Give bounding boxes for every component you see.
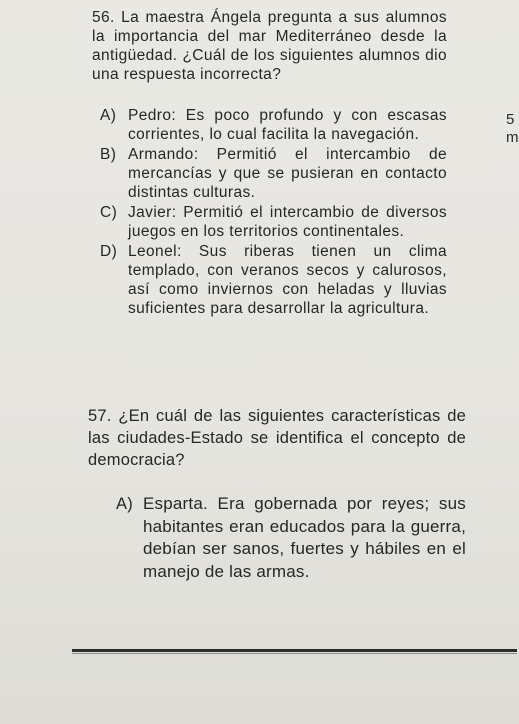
question-56-option-b: [92, 145, 447, 202]
question-56-option-c: [92, 203, 447, 241]
option-letter: B): [100, 146, 117, 163]
option-text: Javier: Permitió el intercambio de diversos juegos en los territorios continentales.: [128, 204, 447, 240]
question-57-stem: 57. ¿En cuál de las siguientes características de las ciudades-Estado se identifica el concepto de democracia?: [88, 407, 466, 469]
question-56: [92, 8, 447, 319]
divider-line-shadow: [72, 653, 517, 654]
option-text: Armando: Permitió el intercambio de mercancías y que se pusieran en contacto distintas culturas.: [128, 146, 447, 201]
question-57: [88, 405, 466, 584]
option-letter: C): [100, 204, 118, 221]
option-letter: A): [116, 495, 133, 513]
option-text: Leonel: Sus riberas tienen un clima templado, con veranos secos y calurosos, así como inviernos con heladas y lluvias suficientes para desarrollar la agricultura.: [128, 243, 447, 317]
option-text: Esparta. Era gobernada por reyes; sus habitantes eran educados para la guerra, debían ser sanos, fuertes y hábiles en el manejo de las armas.: [143, 494, 466, 581]
question-56-option-d: [92, 242, 447, 318]
question-57-option-a: [88, 493, 466, 583]
option-text: Pedro: Es poco profundo y con escasas corrientes, lo cual facilita la navegación.: [128, 107, 447, 143]
question-56-option-a: [92, 106, 447, 144]
margin-mark-bottom: m: [506, 129, 519, 146]
question-56-stem: 56. La maestra Ángela pregunta a sus alumnos la importancia del mar Mediterráneo desde la antigüedad. ¿Cuál de los siguientes alumnos dio una respuesta incorrecta?: [92, 9, 447, 83]
margin-mark-top: 5: [506, 111, 515, 128]
option-letter: A): [100, 107, 117, 124]
divider-line: [72, 649, 517, 652]
option-letter: D): [100, 243, 118, 260]
